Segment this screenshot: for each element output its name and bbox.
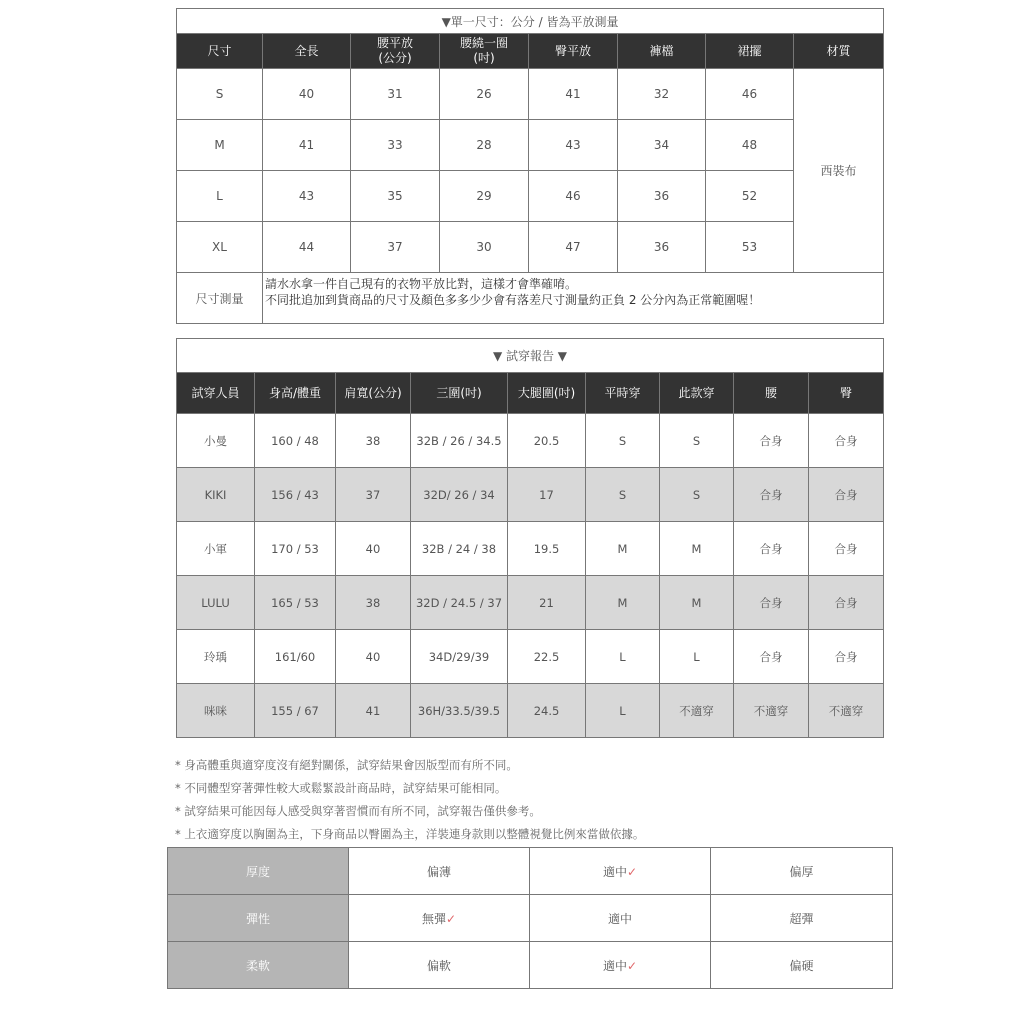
fit-cell: 不適穿 [734,684,809,738]
size-cell: 30 [440,222,529,273]
fit-cell: 156 / 43 [255,468,336,522]
fit-cell: 合身 [734,522,809,576]
fit-cell: 合身 [809,522,884,576]
texture-option-text: 適中 [602,958,627,973]
size-cell: 32 [618,69,706,120]
size-cell: 41 [263,120,351,171]
fit-cell: 38 [336,414,411,468]
size-header-cell: 材質 [794,34,884,69]
fit-cell: 32D / 24.5 / 37 [411,576,508,630]
size-cell: 33 [351,120,440,171]
fit-cell: 17 [508,468,586,522]
fit-report-caption: ▼ 試穿報告 ▼ [177,339,884,373]
fit-cell: 40 [336,630,411,684]
size-cell: 28 [440,120,529,171]
texture-label: 彈性 [168,895,349,942]
texture-option-text: 適中 [602,864,627,879]
size-table-header-row [177,34,884,69]
size-cell: 46 [529,171,618,222]
size-cell: 53 [706,222,794,273]
texture-option [349,942,530,989]
size-cell: 29 [440,171,529,222]
size-header-cell: 全長 [263,34,351,69]
fit-cell: L [660,630,734,684]
fit-row [177,630,884,684]
size-cell: 47 [529,222,618,273]
fit-note-item: * 身高體重與適穿度沒有絕對關係，試穿結果會因版型而有所不同。 [175,758,518,772]
check-mark-icon: ✓ [626,958,638,973]
fit-header-cell: 肩寬(公分) [336,373,411,414]
size-cell: 43 [529,120,618,171]
fit-cell: 不適穿 [660,684,734,738]
fit-cell: KIKI [177,468,255,522]
fit-header-cell: 三圍(吋) [411,373,508,414]
fit-cell: S [586,468,660,522]
fit-note-item: * 試穿結果可能因每人感受與穿著習慣而有所不同，試穿報告僅供參考。 [175,804,541,818]
fit-row [177,576,884,630]
size-row [177,120,884,171]
fit-cell: 合身 [809,414,884,468]
fit-cell: S [586,414,660,468]
size-cell: L [177,171,263,222]
texture-row [168,942,893,989]
texture-option-text: 適中 [607,911,632,926]
size-row [177,171,884,222]
size-note [263,273,884,324]
fit-cell: 36H/33.5/39.5 [411,684,508,738]
fit-cell: 合身 [734,414,809,468]
texture-row [168,848,893,895]
size-cell: 36 [618,222,706,273]
fit-cell: 合身 [734,468,809,522]
fit-cell: 小曼 [177,414,255,468]
size-cell: 43 [263,171,351,222]
fit-cell: S [660,468,734,522]
fit-cell: S [660,414,734,468]
size-header-cell: 裙擺 [706,34,794,69]
fit-cell: 合身 [809,630,884,684]
fit-cell: 155 / 67 [255,684,336,738]
texture-option [349,848,530,895]
size-header-cell: 腰平放 (公分) [351,34,440,69]
size-cell: 36 [618,171,706,222]
fit-cell: 37 [336,468,411,522]
texture-option-text: 偏薄 [426,864,451,879]
texture-label: 厚度 [168,848,349,895]
fit-cell: 165 / 53 [255,576,336,630]
size-header-cell: 臀平放 [529,34,618,69]
fit-cell: 24.5 [508,684,586,738]
fit-cell: 不適穿 [809,684,884,738]
size-note-label: 尺寸測量 [177,273,263,324]
texture-option-text: 偏硬 [789,958,814,973]
size-note-line-1: 請水水拿一件自己現有的衣物平放比對，這樣才會準確唷。 [265,277,578,291]
fit-cell: 21 [508,576,586,630]
size-cell: 41 [529,69,618,120]
fit-cell: 161/60 [255,630,336,684]
size-cell: 26 [440,69,529,120]
texture-option [711,942,893,989]
size-header-cell: 尺寸 [177,34,263,69]
size-header-cell: 腰繞一圈 (吋) [440,34,529,69]
fit-header-cell: 此款穿 [660,373,734,414]
size-cell: 44 [263,222,351,273]
fabric-texture-table [167,847,893,989]
check-mark-icon: ✓ [626,864,638,879]
size-table [176,8,884,324]
fit-cell: 32B / 24 / 38 [411,522,508,576]
fit-cell: M [586,576,660,630]
fit-note-item: * 不同體型穿著彈性較大或鬆緊設計商品時，試穿結果可能相同。 [175,781,507,795]
size-cell: 31 [351,69,440,120]
fit-cell: 160 / 48 [255,414,336,468]
texture-option [711,895,893,942]
check-mark-icon: ✓ [445,911,457,926]
size-note-line-2: 不同批追加到貨商品的尺寸及顏色多多少少會有落差尺寸測量約正負 2 公分內為正常範圍喔！ [265,293,761,307]
fit-cell: L [586,684,660,738]
size-cell: 37 [351,222,440,273]
fit-report-header-row [177,373,884,414]
texture-label: 柔軟 [168,942,349,989]
fit-cell: 合身 [734,630,809,684]
fit-header-cell: 臀 [809,373,884,414]
fit-cell: M [660,576,734,630]
size-row [177,222,884,273]
texture-option [349,895,530,942]
fit-cell: 20.5 [508,414,586,468]
fit-report-table [176,338,884,738]
size-row [177,69,884,120]
fit-notes [175,757,644,849]
fit-cell: L [586,630,660,684]
fit-header-cell: 腰 [734,373,809,414]
texture-option [530,942,711,989]
texture-option-text: 超彈 [789,911,814,926]
size-cell: 48 [706,120,794,171]
fit-row [177,414,884,468]
texture-row [168,895,893,942]
texture-option [711,848,893,895]
fit-cell: 41 [336,684,411,738]
fit-cell: 40 [336,522,411,576]
fit-cell: 22.5 [508,630,586,684]
fit-cell: 合身 [809,468,884,522]
fit-cell: 咪咪 [177,684,255,738]
fit-note-item: * 上衣適穿度以胸圍為主，下身商品以臀圍為主，洋裝連身款則以整體視覺比例來當做依據。 [175,827,645,841]
texture-option [530,895,711,942]
fit-cell: 170 / 53 [255,522,336,576]
size-table-caption: ▼單一尺寸：公分 / 皆為平放測量 [177,9,884,34]
fit-cell: 小軍 [177,522,255,576]
size-cell: 34 [618,120,706,171]
fit-row [177,684,884,738]
fit-cell: 玲瑀 [177,630,255,684]
fit-header-cell: 大腿圍(吋) [508,373,586,414]
fit-cell: 合身 [734,576,809,630]
fit-cell: 32B / 26 / 34.5 [411,414,508,468]
fit-header-cell: 試穿人員 [177,373,255,414]
size-cell: XL [177,222,263,273]
size-header-cell: 褲檔 [618,34,706,69]
size-cell: 40 [263,69,351,120]
texture-option-text: 無彈 [421,911,446,926]
fit-cell: 32D/ 26 / 34 [411,468,508,522]
fit-header-cell: 身高/體重 [255,373,336,414]
size-cell: S [177,69,263,120]
size-cell: 46 [706,69,794,120]
fit-row [177,468,884,522]
fit-cell: M [586,522,660,576]
fit-header-cell: 平時穿 [586,373,660,414]
material-cell: 西裝布 [794,69,884,273]
fit-cell: 合身 [809,576,884,630]
fit-cell: 34D/29/39 [411,630,508,684]
texture-option [530,848,711,895]
fit-row [177,522,884,576]
fit-cell: 38 [336,576,411,630]
fit-cell: LULU [177,576,255,630]
fit-cell: 19.5 [508,522,586,576]
size-cell: M [177,120,263,171]
size-cell: 35 [351,171,440,222]
texture-option-text: 偏軟 [426,958,451,973]
texture-option-text: 偏厚 [789,864,814,879]
fit-cell: M [660,522,734,576]
size-cell: 52 [706,171,794,222]
